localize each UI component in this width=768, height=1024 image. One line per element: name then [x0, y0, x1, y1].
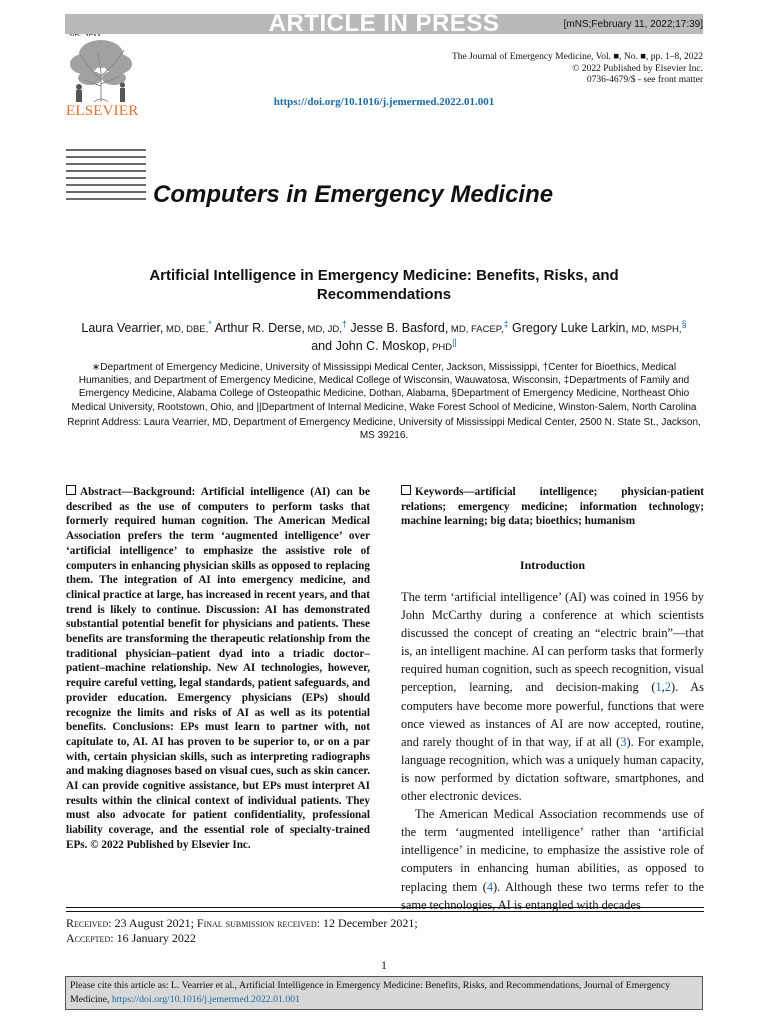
checkbox-square-icon — [401, 485, 411, 495]
accepted-line — [66, 931, 706, 946]
affiliation-mark[interactable]: § — [681, 318, 687, 329]
text-run: The term ‘artificial intelligence’ (AI) was coined in 1956 by John McCarthy during a conference at which scientists discussed the concept of creating an “electric brain”—that is, an intelligent machine. AI can perform tasks that formerly required human cognition, such as speech recognition, visual perception, learning, and decision-making ( — [401, 590, 704, 695]
paragraph — [401, 805, 704, 914]
reference-link[interactable]: 3 — [620, 734, 627, 749]
affiliation-mark[interactable]: || — [452, 336, 457, 347]
author-list — [70, 320, 698, 356]
page-number: 1 — [381, 958, 387, 972]
reference-link[interactable]: 4 — [486, 879, 494, 894]
manuscript-stamp: [mNS;February 11, 2022;17:39] — [563, 19, 703, 30]
author-name: Jesse B. Basford, — [346, 321, 449, 335]
affiliations — [66, 361, 702, 442]
journal-info — [383, 52, 703, 87]
introduction-heading: Introduction — [519, 558, 586, 572]
section-lines-icon — [66, 149, 146, 201]
author-name: and John C. Moskop, — [311, 339, 430, 353]
issn-line: 0736-4679/$ - see front matter — [586, 75, 703, 85]
author-name: Arthur R. Derse, — [211, 321, 305, 335]
elsevier-logo-text: ELSEVIER — [66, 103, 139, 119]
checkbox-square-icon — [66, 485, 76, 495]
section-title: Computers in Emergency Medicine — [153, 181, 554, 208]
citation-doi-link[interactable]: https://doi.org/10.1016/j.jemermed.2022.01.001 — [111, 994, 301, 1005]
journal-line: The Journal of Emergency Medicine, Vol. ■, No. ■, pp. 1–8, 2022 — [451, 52, 703, 62]
abstract-text: Abstract—Background: Artificial intelligence (AI) can be described as the use of computers to perform tasks that formerly required human cognition. The American Medical Association prefers the term ‘augmented intelligence’ over ‘artificial intelligence’ to emphasize the assistive role of computers in enhancing physician skills as opposed to replacing them. The integration of AI into emergency medicine, and clinical practice at large, has increased in recent years, and that trend is likely to continue. Discussion: AI has demonstrated substantial potential benefit for physicians and patients. These benefits are transforming the therapeutic relationship from the traditional physician–patient dyad into a triadic doctor–patient–machine relationship. New AI technologies, however, require careful vetting, legal standards, patient safeguards, and provider education. Emergency physicians (EPs) should recognize the limits and risks of AI as well as its potential benefits. Conclusions: EPs must learn to partner with, not capitulate to, AI. AI has proven to be superior to, or on a par with, certain physician skills, such as interpreting radiographs and making diagnoses based on visual cues, such as skin cancer. AI can provide cognitive assistance, but EPs must interpret AI results within the clinical context of individual patients. They must also advocate for patient confidentiality, professional liability coverage, and the essential role of specialty-trained EPs. © 2022 Published by Elsevier Inc. — [66, 486, 370, 851]
paragraph — [401, 588, 704, 805]
footer-rule — [66, 907, 704, 908]
accepted-date: 16 January 2022 — [113, 931, 196, 945]
doi-link[interactable]: https://doi.org/10.1016/j.jemermed.2022.01.001 — [273, 96, 495, 108]
author-name: Laura Vearrier, — [81, 321, 164, 335]
text-run: ). Although these two terms refer to the same technologies, AI is entangled with decades — [401, 879, 704, 912]
reprint-address: Reprint Address: Laura Vearrier, MD, Department of Emergency Medicine, University of Mississippi Medical Center, 2500 N. State St., Jackson, MS 39216. — [67, 416, 701, 442]
received-label: Received: — [66, 916, 112, 930]
elsevier-tree-logo-icon — [66, 36, 136, 104]
footer-rule — [66, 911, 704, 912]
text-run: , — [661, 680, 665, 695]
author-degrees: PHD — [429, 342, 453, 353]
author-degrees: MD, JD, — [304, 324, 342, 335]
author-name: Gregory Luke Larkin, — [508, 321, 629, 335]
affiliation-mark[interactable]: ‡ — [503, 318, 509, 329]
affiliation-mark[interactable]: * — [208, 318, 212, 329]
citation-text: Please cite this article as: L. Vearrier et al., Artificial Intelligence in Emergency Medicine: Benefits, Risks, and Recommendations, Journal of Emergency Medicine, — [70, 980, 671, 1005]
text-run: The American Medical Association recommends use of the term ‘augmented intelligence’ rather than ‘artificial intelligence’ in medicine, to emphasize the assistive role of computers in enhancing human abilities, as opposed to replacing them ( — [401, 807, 704, 894]
abstract — [66, 485, 370, 853]
introduction-body — [401, 588, 704, 914]
citation-box — [65, 976, 703, 1010]
text-run: ). As computers have become more powerful, functions that were once viewed as instances of AI are now accepted, routine, and rarely thought of in that way, if at all ( — [401, 680, 704, 749]
author-degrees: MD, MSPH, — [628, 324, 682, 335]
received-date: 23 August 2021; — [111, 916, 197, 930]
keywords-text: Keywords—artificial intelligence; physician-patient relations; emergency medicine; information technology; machine learning; big data; bioethics; humanism — [401, 486, 704, 528]
received-dates — [66, 916, 706, 946]
affiliation-mark[interactable]: † — [341, 318, 347, 329]
author-degrees: MD, DBE, — [163, 324, 209, 335]
final-label: Final submission received: — [196, 916, 321, 930]
reference-link[interactable]: 1 — [655, 680, 662, 695]
received-line — [66, 916, 706, 931]
final-date: 12 December 2021; — [320, 916, 418, 930]
affiliation-text: ∗Department of Emergency Medicine, University of Mississippi Medical Center, Jackson, Mississippi, †Center for Bioethics, Medical Humanities, and Department of Emergency Medicine, Medical College of Wisconsin, Wauwatosa, Wisconsin, ‡Departments of Family and Emergency Medicine, Alabama College of Osteopathic Medicine, Dothan, Alabama, §Department of Emergency Medicine, Northeast Ohio Medical University, Rootstown, Ohio, and ||Department of Internal Medicine, Wake Forest School of Medicine, Winston-Salem, North Carolina — [71, 362, 697, 413]
keywords — [401, 485, 704, 529]
author-degrees: MD, FACEP, — [448, 324, 504, 335]
reference-link[interactable]: 2 — [664, 680, 671, 695]
accepted-label: Accepted: — [66, 931, 114, 945]
copyright-line: © 2022 Published by Elsevier Inc. — [572, 63, 703, 74]
article-title: Artificial Intelligence in Emergency Medicine: Benefits, Risks, and Recommendations — [149, 267, 619, 303]
article-in-press-text: ARTICLE IN PRESS — [268, 10, 500, 37]
text-run: ). For example, language recognition, which was a uniquely human capacity, is now performed by dictation software, smartphones, and other electronic devices. — [401, 734, 704, 804]
